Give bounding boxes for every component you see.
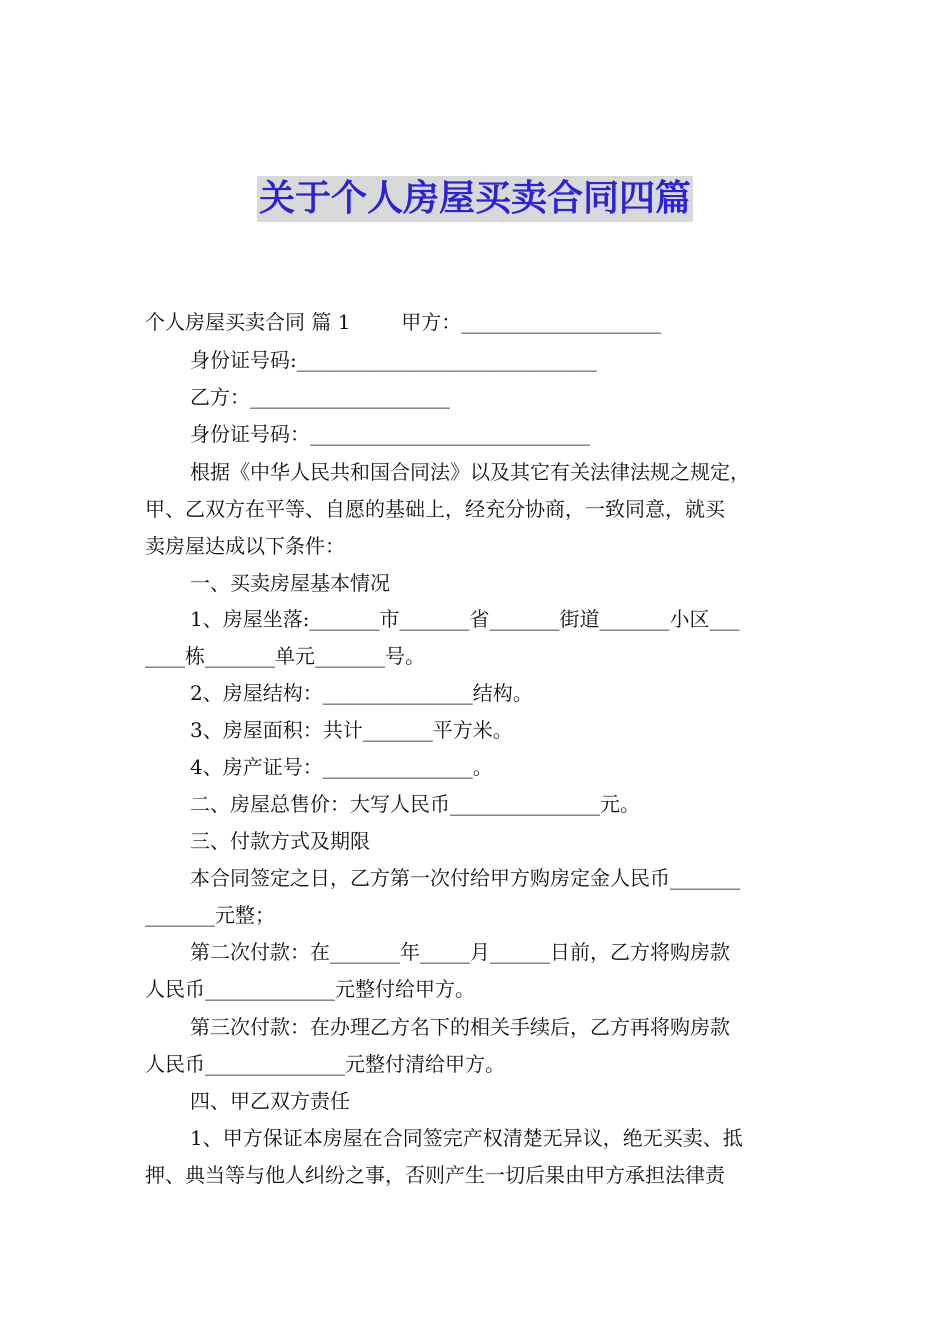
line-11: 2、房屋结构：_______________结构。: [190, 681, 533, 705]
line-1: 个人房屋买卖合同 篇 1 甲方：____________________: [145, 310, 662, 334]
line-23: 1、甲方保证本房屋在合同签完产权清楚无异议，绝无买卖、抵: [190, 1126, 743, 1150]
line-5: 根据《中华人民共和国合同法》以及其它有关法律法规之规定，: [190, 460, 750, 484]
line-6: 甲、乙双方在平等、自愿的基础上，经充分协商，一致同意，就买: [145, 497, 725, 521]
line-18: 第二次付款：在_______年_____月______日前，乙方将购房款: [190, 940, 730, 964]
line-16: 本合同签定之日，乙方第一次付给甲方购房定金人民币_______: [190, 866, 740, 890]
line-13: 4、房产证号：_______________。: [190, 755, 493, 779]
line-19: 人民币_____________元整付给甲方。: [145, 977, 475, 1001]
line-20: 第三次付款：在办理乙方名下的相关手续后，乙方再将购房款: [190, 1015, 730, 1039]
line-21: 人民币______________元整付清给甲方。: [145, 1052, 505, 1076]
line-3: 乙方：____________________: [190, 385, 450, 409]
line-17: _______元整；: [145, 903, 275, 927]
line-4: 身份证号码：____________________________: [190, 422, 590, 446]
title-wrap: [0, 176, 950, 222]
line-15: 三、付款方式及期限: [190, 829, 370, 853]
line-14: 二、房屋总售价：大写人民币_______________元。: [190, 792, 640, 816]
line-12: 3、房屋面积：共计_______平方米。: [190, 718, 513, 742]
line-7: 卖房屋达成以下条件：: [145, 534, 345, 558]
line-8: 一、买卖房屋基本情况: [190, 571, 390, 595]
document-title: 关于个人房屋买卖合同四篇: [257, 176, 693, 222]
line-9: 1、房屋坐落:_______市_______省_______街道_______小区___: [190, 607, 740, 631]
line-22: 四、甲乙双方责任: [190, 1089, 350, 1113]
line-2: 身份证号码:______________________________: [190, 348, 597, 372]
line-24: 押、典当等与他人纠纷之事，否则产生一切后果由甲方承担法律责: [145, 1163, 725, 1187]
line-10: ____栋_______单元_______号。: [145, 644, 425, 668]
